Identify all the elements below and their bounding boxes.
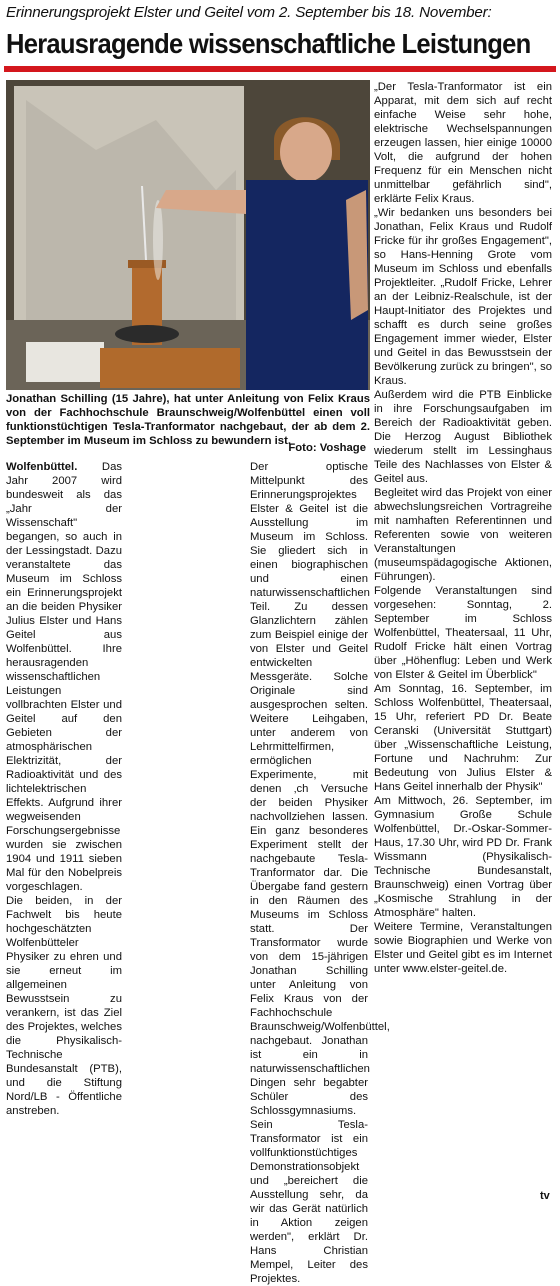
kicker: Erinnerungsprojekt Elster und Geitel vom 2. September bis 18. November:	[6, 4, 492, 21]
article-paragraph: Begleitet wird das Projekt von einer abwechslungsreichen Vortragreihe mit namhaften Referentinnen und Referenten sowie von weiteren Veranstaltungen (museumspädagogische Aktionen, Führungen).	[374, 487, 552, 583]
article-paragraph: Das Jahr 2007 wird bundesweit als das „Jahr der Wissenschaft" begangen, so auch in der Lessingstadt. Dazu veranstaltete das Museum im Schloss ein Erinnerungsprojekt an die beiden Physiker Julius Elster und Hans Geitel aus Wolfenbüttel. Ihre herausragenden wissenschaftlichen Leistungen vollbrachten Elster und Geitel auf den Gebieten der atmosphärischen Elektrizität, der Radioaktivität und des lichtelektrischen Effekts. Aufgrund ihrer wegweisenden Forschungsergebnisse wurden sie zwischen 1904 und 1911 sieben Mal für den Nobelpreis vorgeschlagen.	[6, 461, 122, 893]
article-column-4	[374, 80, 552, 976]
dateline: Wolfenbüttel.	[6, 461, 78, 473]
article-paragraph: Am Sonntag, 16. September, im Schloss Wolfenbüttel, Theatersaal, 15 Uhr, referiert PD Dr. Beate Ceranski (Universität Stuttgart) über „Wissenschaftliche Leistung, Fortune und Nachruhm: Zur Bedeutung von Julius Elster & Hans Geitel innerhalb der Physik"	[374, 683, 552, 793]
article-column-3	[250, 460, 390, 1286]
article-paragraph: Folgende Veranstaltungen sind vorgesehen: Sonntag, 2. September im Schloss Wolfenbüttel, Theatersaal, 11 Uhr, Rudolf Fricke hält einen Vortrag über „Höhenflug: Leben und Werk von Elster & Geitel im Überblick"	[374, 585, 552, 681]
article-paragraph: „Wir bedanken uns besonders bei Jonathan, Felix Kraus und Rudolf Fricke für ihr großes Engagement", so Hans-Henning Grote vom Museum im Schloss und ebenfalls Projektleiter. „Rudolf Fricke, Lehrer an der Leibniz-Realschule, ist der Haupt-Initiator des Projektes und schafft es durch seine großes Engagement immer wieder, Elster und Geitel in das Bewusstsein der Bevölkerung zurück zu bringen", so Kraus.	[374, 207, 552, 387]
headline-rule	[4, 66, 556, 72]
article-photo	[6, 80, 370, 390]
article-paragraph: Außerdem wird die PTB Einblicke in ihre Forschungsaufgaben im Bereich der Radioaktivität geben. Die Herzog August Bibliothek wiederum stellt im Lessinghaus Teile des Nachlasses von Elster & Geitel aus.	[374, 389, 552, 485]
article-paragraph: „Der Tesla-Tranformator ist ein Apparat, mit dem sich auf recht einfache Weise sehr hohe, elektrische Wechselspannungen erzeugen lassen, hier einige 10000 Volt, die aufgrund der hohen Frequenz für ein Menschen nicht unmittelbar gefährlich sind", erklärte Felix Kraus.	[374, 81, 552, 205]
article-column-1	[6, 460, 122, 1118]
article-paragraph: Am Mittwoch, 26. September, im Gymnasium Große Schule Wolfenbüttel, Dr.-Oskar-Sommer-Haus, 17.30 Uhr, wird PD Dr. Frank Wissmann (Physikalisch-Technische Bundesanstalt, Braunschweig) einen Vortrag über „Kosmische Strahlung in der Atmosphäre" halten.	[374, 795, 552, 919]
photo-caption: Jonathan Schilling (15 Jahre), hat unter Anleitung von Felix Kraus von der Fachhochschule Braunschweig/Wolfenbüttel einen voll funktionstüchtigen Tesla-Tranformator nachgebaut, der ab dem 2. September im Museum im Schloss zu bewundern ist.	[6, 393, 370, 447]
photo-credit: Foto: Voshage	[288, 442, 366, 454]
author-signoff: tv	[540, 1190, 550, 1202]
article-paragraph: Die beiden, in der Fachwelt bis heute hochgeschätzten Wolfenbütteler Physiker zu ehren und sie erneut im allgemeinen Bewusstsein zu verankern, ist das Ziel des Projektes, welches die Physikalisch-Technische Bundesanstalt (PTB), und die Stiftung Nord/LB - Öffentliche anstreben.	[6, 895, 122, 1117]
article-paragraph: Weitere Termine, Veranstaltungen sowie Biographien und Werke von Elster und Geitel gibt es im Internet unter www.elster-geitel.de.	[374, 921, 552, 975]
headline: Herausragende wissenschaftliche Leistungen	[6, 28, 531, 59]
article-paragraph: Der optische Mittelpunkt des Erinnerungsprojektes Elster & Geitel ist die Ausstellung im Museum im Schloss. Sie gliedert sich in einen biographischen und einen naturwissenschaftlichen Teil. Zu dessen Glanzlichtern zählen zum Beispiel einige der von Elster und Geitel entwickelten Messgeräte. Solche Originale sind ausgesprochen selten. Weitere Leihgaben, unter anderem von Lehrmittelfirmen, ermöglichen Experimente, mit denen ‚ch Versuche der beiden Physiker nachvollziehen lassen. Ein ganz besonderes Experiment stellt der nachgebaute Tesla-Tranformator dar. Die Übergabe fand gestern in den Räumen des Museums im Schloss statt. Der Transformator wurde von dem 15-jährigen Jonathan Schilling unter Anleitung von Felix Kraus von der Fachhochschule Braunschweig/Wolfenbüttel, nachgebaut. Jonathan ist ein in naturwissenschaftlichen Dingen sehr begabter Schüler des Schlossgymnasiums. Sein Tesla-Transformator ist ein vollfunktionstüchtiges Demonstrationsobjekt und „bereichert die Ausstellung sehr, da wir das Gerät natürlich in Aktion zeigen werden", erklärt Dr. Hans Christian Mempel, Leiter des Projektes.	[250, 461, 390, 1285]
